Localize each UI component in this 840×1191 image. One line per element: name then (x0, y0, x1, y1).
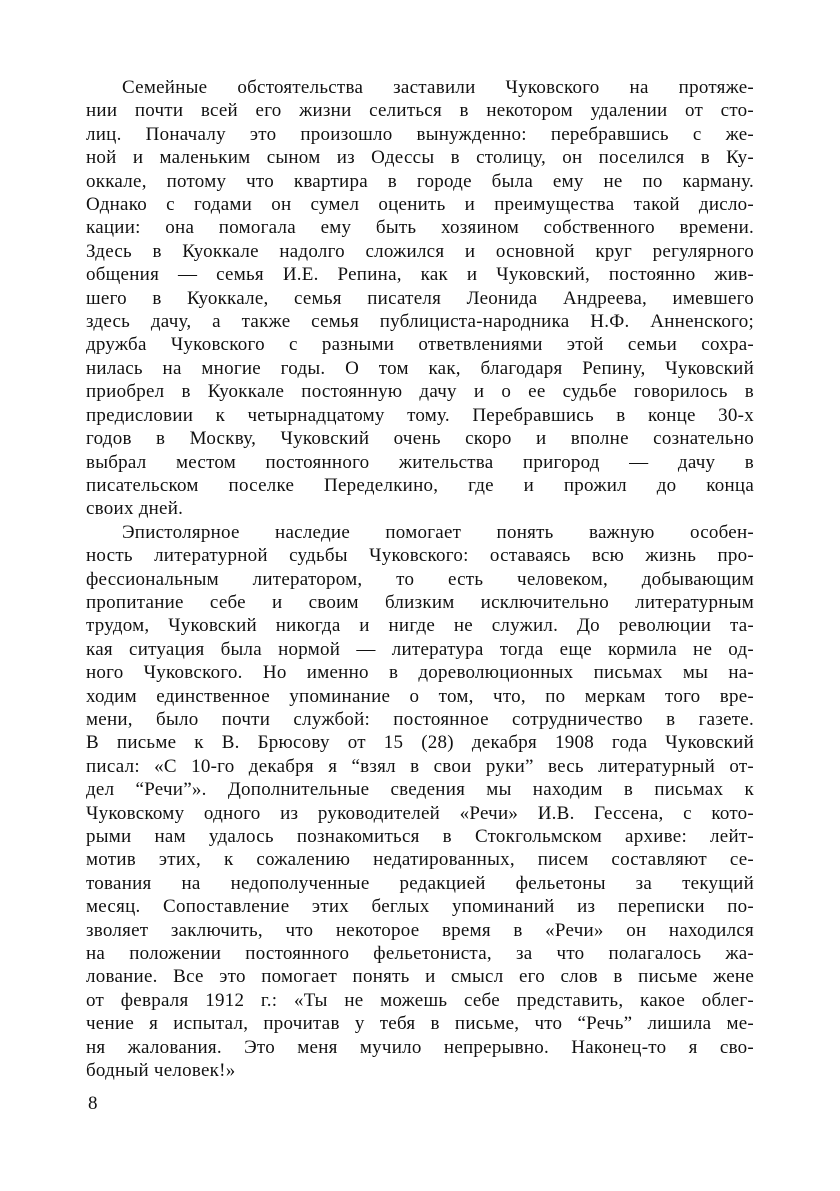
text-line: тования на недополученные редакцией фельетоны за текущий (86, 872, 754, 894)
text-line: ходим единственное упоминание о том, что, по меркам того вре- (86, 685, 754, 707)
paragraph (86, 521, 754, 1083)
text-line: лиц. Поначалу это произошло вынужденно: перебравшись с же- (86, 123, 754, 145)
text-line: нии почти всей его жизни селиться в некотором удалении от сто- (86, 100, 754, 122)
text-line: В письме к В. Брюсову от 15 (28) декабря 1908 года Чуковский (86, 732, 754, 754)
text-line: приобрел в Куоккале постоянную дачу и о ее судьбе говорилось в (86, 381, 754, 403)
text-line: Семейные обстоятельства заставили Чуковского на протяже- (122, 77, 754, 98)
text-line: ность литературной судьбы Чуковского: оставаясь всю жизнь про- (86, 545, 754, 567)
text-line: бодный человек!» (86, 1060, 236, 1082)
text-line: Эпистолярное наследие помогает понять важную особен- (122, 521, 754, 543)
text-line: дел “Речи”». Дополнительные сведения мы находим в письмах к (86, 779, 754, 801)
page-number: 8 (88, 1093, 98, 1114)
text-line: чение я испытал, прочитав у тебя в письме, что “Речь” лишила ме- (86, 1013, 754, 1035)
text-line: от февраля 1912 г.: «Ты не можешь себе представить, какое облег- (86, 989, 754, 1011)
text-line: здесь дачу, а также семья публициста-народника Н.Ф. Анненского; (86, 311, 754, 333)
text-line: Здесь в Куоккале надолго сложился и основной круг регулярного (86, 240, 754, 262)
text-line: рыми нам удалось познакомиться в Стокгольмском архиве: лейт- (86, 826, 754, 847)
text-line: мени, было почти службой: постоянное сотрудничество в газете. (86, 708, 754, 730)
page-text (86, 76, 754, 1082)
text-line: мотив этих, к сожалению недатированных, писем составляют се- (86, 849, 754, 871)
text-line: кации: она помогала ему быть хозяином собственного времени. (86, 217, 754, 239)
text-line: оккале, потому что квартира в городе была ему не по карману. (86, 170, 754, 192)
text-line: Однако с годами он сумел оценить и преимущества такой дисло- (86, 194, 754, 216)
text-line: трудом, Чуковский никогда и нигде не служил. До революции та- (86, 615, 754, 637)
text-line: выбрал местом постоянного жительства пригород — дачу в (86, 451, 754, 473)
text-line: общения — семья И.Е. Репина, как и Чуковский, постоянно жив- (86, 264, 754, 286)
text-line: предисловии к четырнадцатому тому. Перебравшись в конце 30-х (86, 404, 754, 426)
text-line: Чуковскому одного из руководителей «Речи» И.В. Гессена, с кото- (86, 802, 754, 824)
text-line: писал: «С 10-го декабря я “взял в свои руки” весь литературный от- (86, 755, 754, 777)
text-line: шего в Куоккале, семья писателя Леонида Андреева, имевшего (86, 287, 754, 309)
text-line: лование. Все это помогает понять и смысл его слов в письме жене (86, 966, 754, 988)
text-line: дружба Чуковского с разными ответвлениями этой семьи сохра- (86, 334, 754, 356)
text-line: ного Чуковского. Но именно в дореволюционных письмах мы на- (86, 662, 754, 684)
text-line: зволяет заключить, что некоторое время в «Речи» он находился (86, 919, 754, 941)
text-line: пропитание себе и своим близким исключительно литературным (86, 591, 754, 613)
text-line: своих дней. (86, 498, 184, 520)
text-line: кая ситуация была нормой — литература тогда еще кормила не од- (86, 638, 754, 660)
text-line: нилась на многие годы. О том как, благодаря Репину, Чуковский (86, 357, 754, 379)
text-line: ня жалования. Это меня мучило непрерывно. Наконец-то я сво- (86, 1036, 754, 1058)
text-line: писательском поселке Переделкино, где и прожил до конца (86, 474, 754, 496)
text-line: фессиональным литератором, то есть человеком, добывающим (86, 568, 754, 590)
text-line: на положении постоянного фельетониста, за что полагалось жа- (86, 943, 754, 965)
text-line: месяц. Сопоставление этих беглых упоминаний из переписки по- (86, 896, 754, 918)
text-line: ной и маленьким сыном из Одессы в столицу, он поселился в Ку- (86, 147, 754, 169)
paragraph (86, 76, 754, 521)
text-line: годов в Москву, Чуковский очень скоро и вполне сознательно (86, 428, 754, 450)
